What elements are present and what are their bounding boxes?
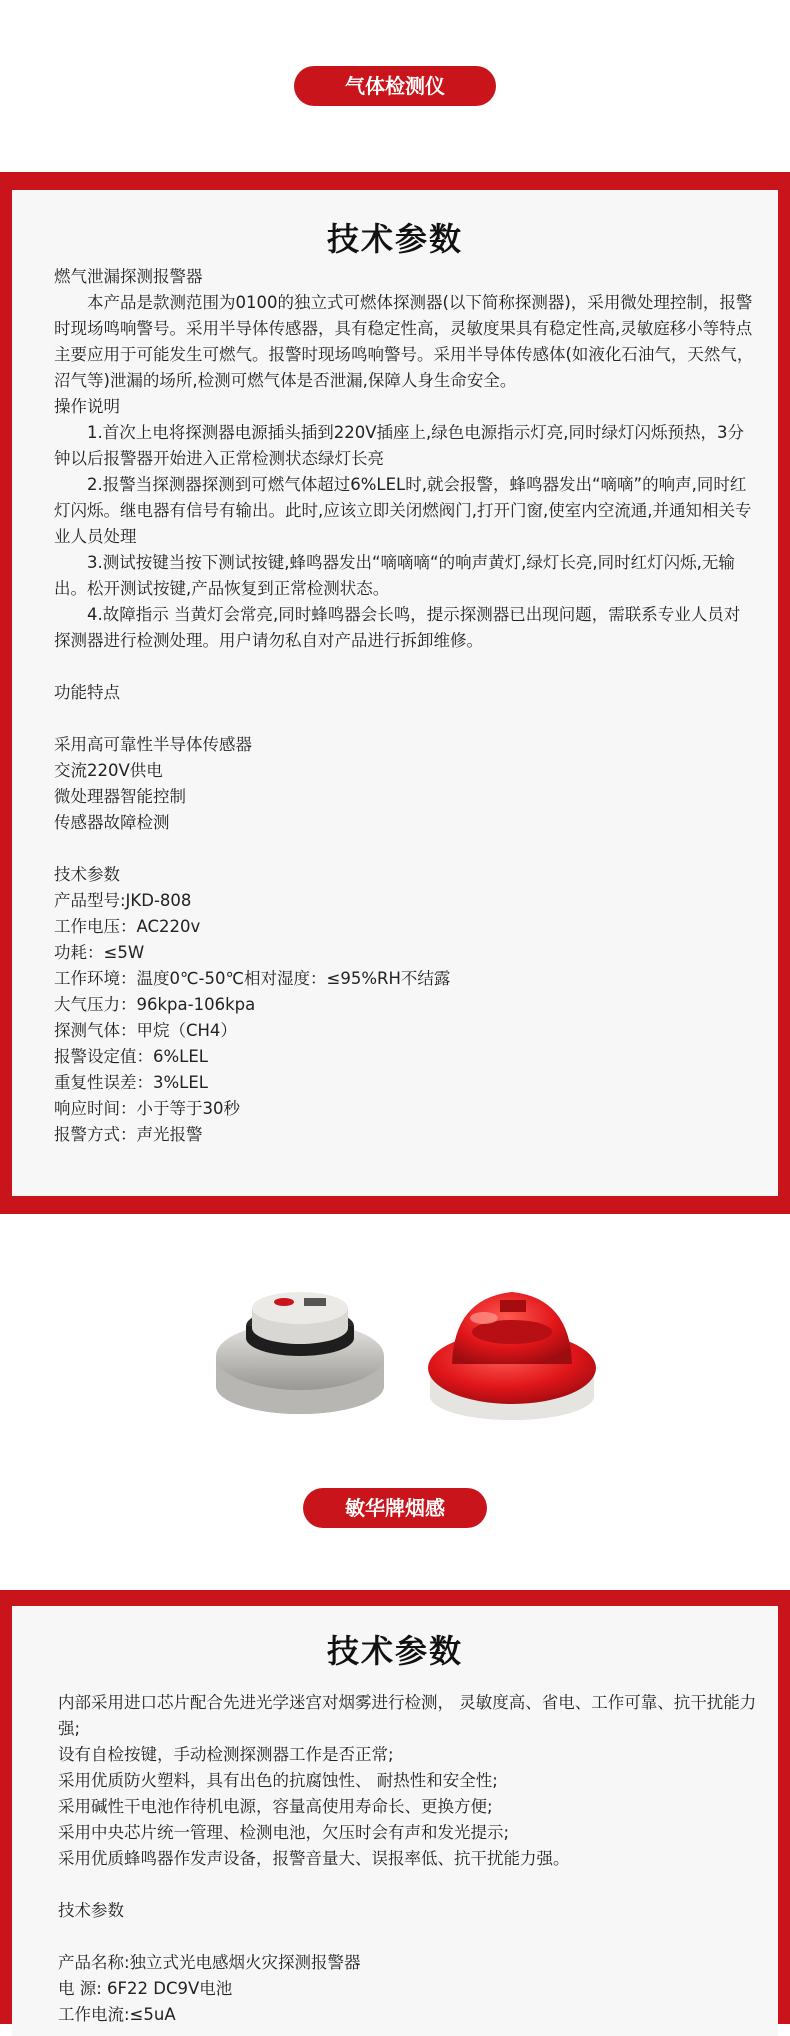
spec-item: 产品型号:JKD-808 xyxy=(54,891,192,910)
feature-item: 内部采用进口芯片配合先进光学迷宫对烟雾进行检测， 灵敏度高、省电、工作可靠、抗干扰能力强; xyxy=(58,1693,757,1738)
feature-item: 设有自检按键，手动检测探测器工作是否正常; xyxy=(58,1745,394,1764)
spec-item: 报警设定值：6%LEL xyxy=(54,1047,208,1066)
feature-item: 交流220V供电 xyxy=(54,761,163,780)
operation-step-1: 1.首次上电将探测器电源插头插到220V插座上,绿色电源指示灯亮,同时绿灯闪烁预热，3分钟以后报警器开始进入正常检测状态绿灯长亮 xyxy=(54,423,745,468)
spec-item: 响应时间：小于等于30秒 xyxy=(54,1099,240,1118)
spec-item: 工作电压：AC220v xyxy=(54,917,201,936)
product-intro: 本产品是款测范围为0100的独立式可燃体探测器(以下简称探测器)，采用微处理控制，报警时现场鸣响警号。采用半导体传感器，具有稳定性高，灵敏度果具有稳定性高,灵敏庭移小等特点主要应用于可能发生可燃气。报警时现场鸣响警号。采用半导体传感体(如液化石油气，天然气，沼气等)泄漏的场所,检测可燃气体是否泄漏,保障人身生命安全。 xyxy=(54,293,754,390)
spec-item: 功耗：≤5W xyxy=(54,943,145,962)
operation-step-2: 2.报警当探测器探测到可燃气体超过6%LEL时,就会报警，蜂鸣器发出“嘀嘀”的响声,同时红灯闪烁。继电器有信号有输出。此时,应该立即关闭燃阀门,打开门窗,使室内空流通,并通知相关专业人员处理 xyxy=(54,475,752,546)
section2-body xyxy=(58,1690,758,2028)
section1-body xyxy=(54,264,754,1148)
product-title: 燃气泄漏探测报警器 xyxy=(54,267,203,286)
feature-item: 采用优质防火塑料，具有出色的抗腐蚀性、 耐热性和安全性; xyxy=(58,1771,498,1790)
product-photos xyxy=(0,1268,790,1448)
section2-heading: 技术参数 xyxy=(326,1632,463,1670)
operation-step-3: 3.测试按键当按下测试按键,蜂鸣器发出“嘀嘀嘀“的响声黄灯,绿灯长亮,同时红灯闪烁,无输出。松开测试按键,产品恢复到正常检测状态。 xyxy=(54,553,735,598)
spec-item: 产品名称:独立式光电感烟火灾探测报警器 xyxy=(58,1953,361,1972)
spec-item: 报警方式：声光报警 xyxy=(54,1125,203,1144)
section1-heading: 技术参数 xyxy=(326,220,463,258)
smoke-detector-badge: 敏华牌烟感 xyxy=(303,1488,487,1528)
specs-title: 技术参数 xyxy=(58,1901,124,1920)
feature-item: 采用中央芯片统一管理、检测电池，欠压时会有声和发光提示; xyxy=(58,1823,510,1842)
spec-item: 工作电流:≤5uA xyxy=(58,2005,176,2024)
specs-title: 技术参数 xyxy=(54,865,120,884)
section1-panel xyxy=(12,190,778,1196)
white-smoke-detector-image xyxy=(212,1268,388,1438)
feature-item: 采用优质蜂鸣器作发声设备，报警音量大、误报率低、抗干扰能力强。 xyxy=(58,1849,570,1868)
red-smoke-detector-image xyxy=(424,1268,600,1438)
feature-item: 微处理器智能控制 xyxy=(54,787,186,806)
operation-step-4: 4.故障指示 当黄灯会常亮,同时蜂鸣器会长鸣，提示探测器已出现问题，需联系专业人员对探测器进行检测处理。用户请勿私自对产品进行拆卸维修。 xyxy=(54,605,741,650)
feature-item: 采用高可靠性半导体传感器 xyxy=(54,735,252,754)
feature-item: 传感器故障检测 xyxy=(54,813,170,832)
operation-title: 操作说明 xyxy=(54,397,120,416)
gas-detector-badge: 气体检测仪 xyxy=(294,66,496,106)
section2-panel xyxy=(12,1606,778,2036)
spec-item: 大气压力：96kpa-106kpa xyxy=(54,995,256,1014)
spec-item: 电 源: 6F22 DC9V电池 xyxy=(58,1979,233,1998)
features-title: 功能特点 xyxy=(54,683,120,702)
spec-item: 工作环境：温度0℃-50℃相对湿度：≤95%RH不结露 xyxy=(54,969,451,988)
feature-item: 采用碱性干电池作待机电源，容量高使用寿命长、更换方便; xyxy=(58,1797,493,1816)
spec-item: 重复性误差：3%LEL xyxy=(54,1073,208,1092)
spec-item: 探测气体：甲烷（CH4） xyxy=(54,1021,237,1040)
